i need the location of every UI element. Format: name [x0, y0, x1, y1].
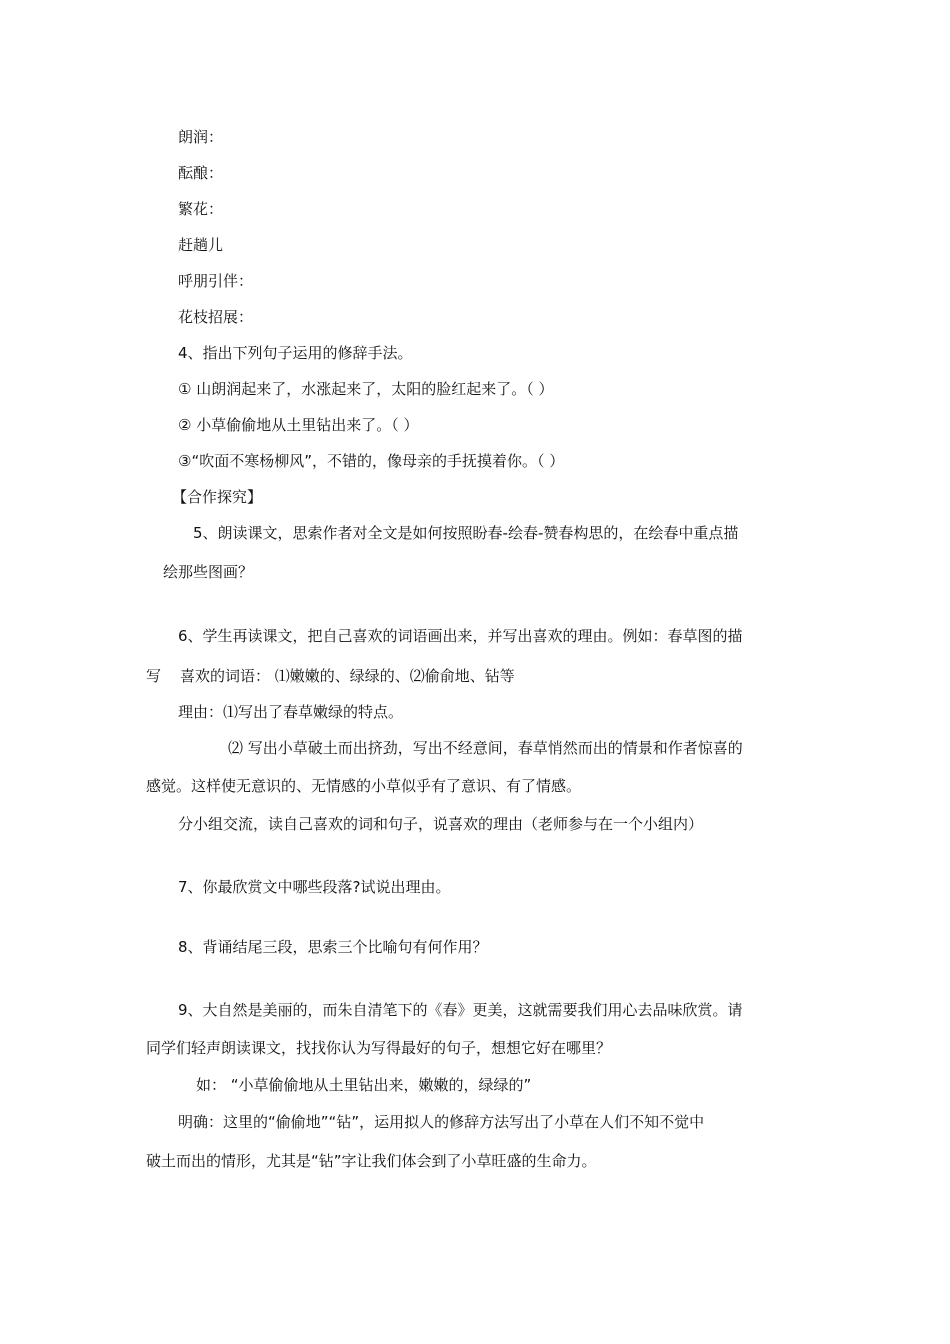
question-7: 7、你最欣赏文中哪些段落?试说出理由。: [178, 878, 451, 896]
vocab-item-yunniang: 酝酿：: [178, 164, 224, 182]
question-6-favorite-words: 喜欢的词语： ⑴嫩嫩的、绿绿的、⑵偷俞地、钻等: [180, 667, 515, 685]
question-4-sentence-1: ① 山朗润起来了，水涨起来了，太阳的脸红起来了。（ ）: [178, 380, 554, 398]
question-6-reason-2-line-1: ⑵ 写出小草破土而出挤劲，写出不经意间，春草悄然而出的情景和作者惊喜的: [228, 739, 743, 757]
question-9-answer-line-2: 破土而出的情形，尤其是“钻”字让我们体会到了小草旺盛的生命力。: [146, 1152, 597, 1170]
question-6-group-discussion: 分小组交流，读自己喜欢的词和句子，说喜欢的理由（老师参与在一个小组内）: [178, 815, 704, 833]
question-4-sentence-3: ③“吹面不寒杨柳风”，不错的，像母亲的手抚摸着你。（ ）: [178, 452, 565, 470]
question-4-title: 4、指出下列句子运用的修辞手法。: [178, 344, 413, 362]
question-9-answer-line-1: 明确：这里的“偷偷地”“钻”，运用拟人的修辞方法写出了小草在人们不知不觉中: [178, 1113, 705, 1131]
vocab-item-langrun: 朗润：: [178, 128, 224, 146]
question-6-line-2-start: 写: [146, 667, 162, 685]
question-5-line-2: 绘那些图画？: [163, 563, 254, 581]
question-8: 8、背诵结尾三段，思索三个比喻句有何作用？: [178, 938, 488, 956]
question-6-reason-1: 理由：⑴写出了春草嫩绿的特点。: [178, 703, 404, 721]
question-9-line-1: 9、大自然是美丽的，而朱自清笔下的《春》更美，这就需要我们用心去品味欣赏。请: [178, 1001, 743, 1019]
vocab-item-hupengyinban: 呼朋引伴：: [178, 272, 254, 290]
question-9-line-2: 同学们轻声朗读课文，找找你认为写得最好的句子，想想它好在哪里？: [146, 1039, 612, 1057]
question-6-line-1: 6、学生再读课文，把自己喜欢的词语画出来，并写出喜欢的理由。例如：春草图的描: [178, 627, 743, 645]
vocab-item-huazhizhaozhan: 花枝招展：: [178, 308, 254, 326]
vocab-item-gantanger: 赶趟儿: [178, 236, 224, 254]
question-6-reason-2-line-2: 感觉。这样使无意识的、无情感的小草似乎有了意识、有了情感。: [146, 777, 582, 795]
question-9-example: 如： “小草偷偷地从土里钻出来，嫩嫩的，绿绿的”: [196, 1076, 532, 1094]
question-4-sentence-2: ② 小草偷偷地从土里钻出来了。（ ）: [178, 416, 419, 434]
question-5-line-1: 5、朗读课文，思索作者对全文是如何按照盼春-绘春-赞春构思的，在绘春中重点描: [193, 524, 739, 542]
section-heading-cooperative-inquiry: 【合作探究】: [172, 488, 263, 506]
vocab-item-fanhua: 繁花：: [178, 200, 224, 218]
